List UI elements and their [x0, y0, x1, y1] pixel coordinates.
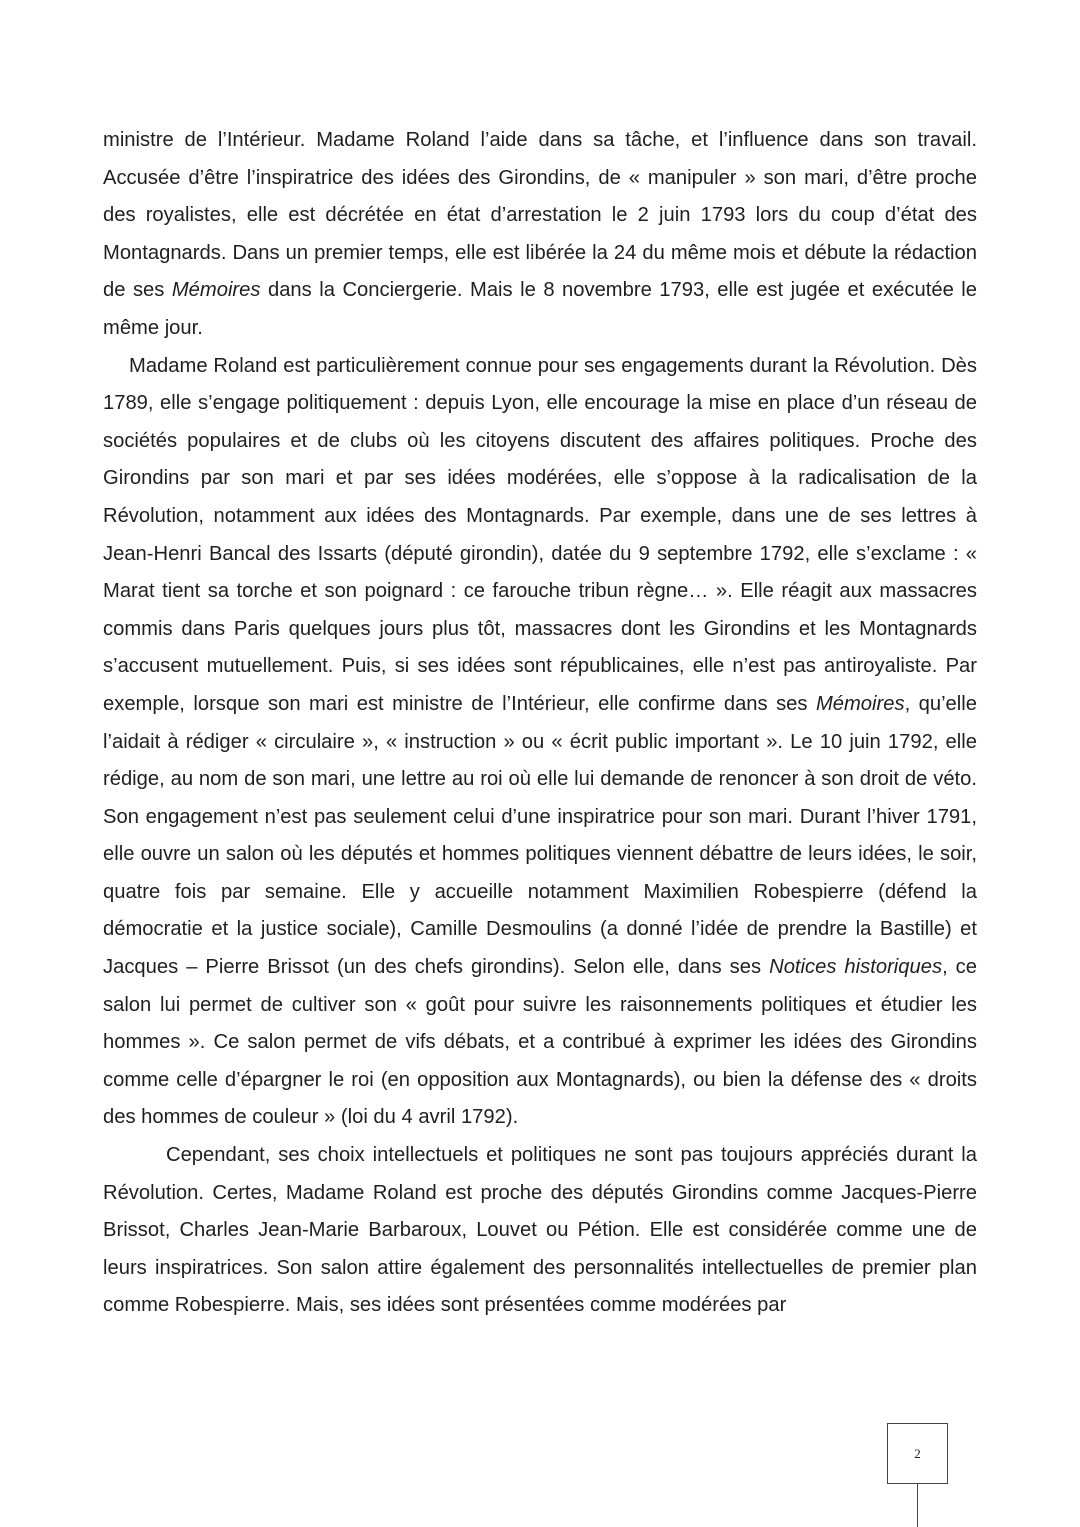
- paragraph-3: [103, 1137, 977, 1325]
- paragraph-1: [103, 122, 977, 348]
- paragraph-2-italic-notices: Notices historiques: [769, 956, 943, 979]
- document-body: [103, 122, 977, 1325]
- paragraph-1-text-b: dans la Conciergerie. Mais le 8 novembre 1793, elle est jugée et exécutée le même jour.: [103, 279, 977, 339]
- paragraph-1-text-a: ministre de l’Intérieur. Madame Roland l’aide dans sa tâche, et l’influence dans son travail. Accusée d’être l’inspiratrice des idées des Girondins, de « manipuler » son mari, d’être proche des royalistes, elle est décrétée en état d’arrestation le 2 juin 1793 lors du coup d’état des Montagnards. Dans un premier temps, elle est libérée la 24 du même mois et débute la rédaction de ses: [103, 129, 977, 302]
- paragraph-2: [103, 348, 977, 1137]
- paragraph-3-text: Cependant, ses choix intellectuels et politiques ne sont pas toujours appréciés durant la Révolution. Certes, Madame Roland est proche des députés Girondins comme Jacques-Pierre Brissot, Charles Jean-Marie Barbaroux, Louvet ou Pétion. Elle est considérée comme une de leurs inspiratrices. Son salon attire également des personnalités intellectuelles de premier plan comme Robespierre. Mais, ses idées sont présentées comme modérées par: [103, 1144, 977, 1317]
- page-number: 2: [914, 1445, 921, 1461]
- paragraph-2-italic-memoires: Mémoires: [815, 692, 905, 715]
- paragraph-1-italic-memoires: Mémoires: [171, 279, 261, 302]
- page-number-box: [887, 1423, 948, 1484]
- paragraph-2-text-c: , ce salon lui permet de cultiver son « goût pour suivre les raisonnements politiques et étudier les hommes ». Ce salon permet de vifs débats, et a contribué à exprimer les idées des Girondins comme celle d’épargner le roi (en opposition aux Montagnards), ou bien la défense des « droits des hommes de couleur » (loi du 4 avril 1792).: [103, 956, 977, 1129]
- paragraph-2-text-b: , qu’elle l’aidait à rédiger « circulaire », « instruction » ou « écrit public important ». Le 10 juin 1792, elle rédige, au nom de son mari, une lettre au roi où elle lui demande de renoncer à son droit de véto. Son engagement n’est pas seulement celui d’une inspiratrice pour son mari. Durant l’hiver 1791, elle ouvre un salon où les députés et hommes politiques viennent débattre de leurs idées, le soir, quatre fois par semaine. Elle y accueille notamment Maximilien Robespierre (défend la démocratie et la justice sociale), Camille Desmoulins (a donné l’idée de prendre la Bastille) et Jacques – Pierre Brissot (un des chefs girondins). Selon elle, dans ses: [103, 692, 977, 979]
- paragraph-2-text-a: Madame Roland est particulièrement connue pour ses engagements durant la Révolution. Dès 1789, elle s’engage politiquement : depuis Lyon, elle encourage la mise en place d’un réseau de sociétés populaires et de clubs où les citoyens discutent des affaires politiques. Proche des Girondins par son mari et par ses idées modérées, elle s’oppose à la radicalisation de la Révolution, notamment aux idées des Montagnards. Par exemple, dans une de ses lettres à Jean-Henri Bancal des Issarts (député girondin), datée du 9 septembre 1792, elle s’exclame : « Marat tient sa torche et son poignard : ce farouche tribun règne… ». Elle réagit aux massacres commis dans Paris quelques jours plus tôt, massacres dont les Girondins et les Montagnards s’accusent mutuellement. Puis, si ses idées sont républicaines, elle n’est pas antiroyaliste. Par exemple, lorsque son mari est ministre de l’Intérieur, elle confirme dans ses: [103, 354, 977, 715]
- page-number-line: [917, 1484, 918, 1527]
